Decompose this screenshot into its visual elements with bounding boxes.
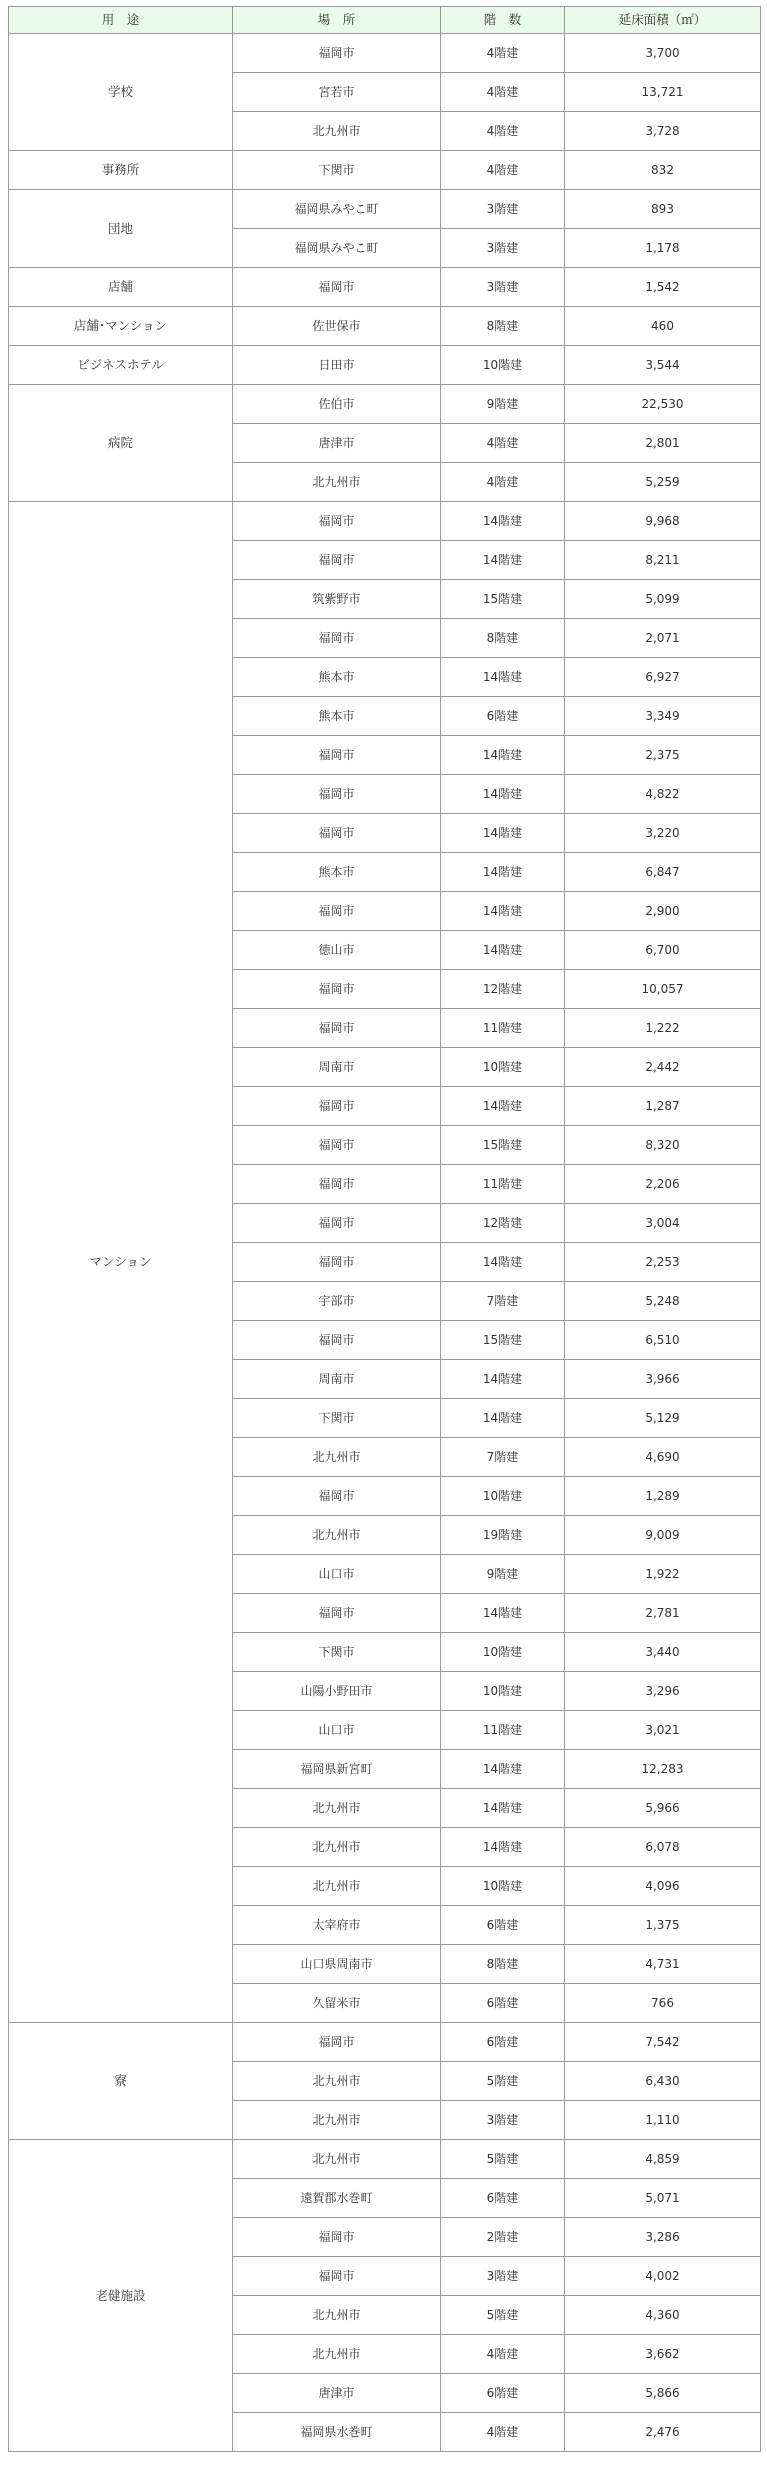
location-cell: 北九州市 — [233, 2062, 441, 2101]
location-cell: 福岡県新宮町 — [233, 1750, 441, 1789]
floors-cell: 14階建 — [441, 1360, 565, 1399]
floors-cell: 15階建 — [441, 1126, 565, 1165]
floors-cell: 3階建 — [441, 2257, 565, 2296]
header-location: 場 所 — [233, 7, 441, 34]
floors-cell: 6階建 — [441, 1906, 565, 1945]
floor-area-cell: 5,259 — [565, 463, 761, 502]
floor-area-cell: 3,349 — [565, 697, 761, 736]
floor-area-cell: 1,922 — [565, 1555, 761, 1594]
floor-area-cell: 6,847 — [565, 853, 761, 892]
table-row — [9, 2140, 761, 2179]
floor-area-cell: 4,731 — [565, 1945, 761, 1984]
location-cell: 久留米市 — [233, 1984, 441, 2023]
location-cell: 下関市 — [233, 151, 441, 190]
floors-cell: 14階建 — [441, 1594, 565, 1633]
location-cell: 福岡市 — [233, 736, 441, 775]
floor-area-cell: 5,966 — [565, 1789, 761, 1828]
use-cell: マンション — [9, 502, 233, 2023]
use-cell: ビジネスホテル — [9, 346, 233, 385]
use-cell: 店舗 — [9, 268, 233, 307]
location-cell: 福岡市 — [233, 814, 441, 853]
floor-area-cell: 5,129 — [565, 1399, 761, 1438]
location-cell: 山口市 — [233, 1711, 441, 1750]
location-cell: 福岡市 — [233, 1321, 441, 1360]
floor-area-cell: 9,968 — [565, 502, 761, 541]
floors-cell: 14階建 — [441, 1789, 565, 1828]
floors-cell: 9階建 — [441, 385, 565, 424]
floor-area-cell: 3,296 — [565, 1672, 761, 1711]
location-cell: 佐世保市 — [233, 307, 441, 346]
table-row — [9, 190, 761, 229]
location-cell: 福岡市 — [233, 2257, 441, 2296]
location-cell: 筑紫野市 — [233, 580, 441, 619]
floors-cell: 14階建 — [441, 1828, 565, 1867]
location-cell: 日田市 — [233, 346, 441, 385]
floors-cell: 4階建 — [441, 2335, 565, 2374]
location-cell: 熊本市 — [233, 697, 441, 736]
location-cell: 福岡市 — [233, 970, 441, 1009]
location-cell: 山口県周南市 — [233, 1945, 441, 1984]
floor-area-cell: 6,430 — [565, 2062, 761, 2101]
project-table-container — [8, 6, 760, 2452]
floor-area-cell: 5,866 — [565, 2374, 761, 2413]
floor-area-cell: 7,542 — [565, 2023, 761, 2062]
floors-cell: 10階建 — [441, 1672, 565, 1711]
table-row — [9, 307, 761, 346]
floor-area-cell: 3,440 — [565, 1633, 761, 1672]
floors-cell: 10階建 — [441, 346, 565, 385]
floor-area-cell: 2,476 — [565, 2413, 761, 2452]
floors-cell: 5階建 — [441, 2296, 565, 2335]
location-cell: 福岡市 — [233, 1165, 441, 1204]
use-cell: 病院 — [9, 385, 233, 502]
floor-area-cell: 4,360 — [565, 2296, 761, 2335]
location-cell: 福岡県みやこ町 — [233, 190, 441, 229]
table-header-row — [9, 7, 761, 34]
location-cell: 北九州市 — [233, 112, 441, 151]
floors-cell: 4階建 — [441, 112, 565, 151]
floor-area-cell: 6,078 — [565, 1828, 761, 1867]
use-cell: 事務所 — [9, 151, 233, 190]
floor-area-cell: 893 — [565, 190, 761, 229]
floor-area-cell: 2,781 — [565, 1594, 761, 1633]
floors-cell: 10階建 — [441, 1633, 565, 1672]
location-cell: 北九州市 — [233, 2335, 441, 2374]
location-cell: 福岡県水巻町 — [233, 2413, 441, 2452]
floor-area-cell: 2,900 — [565, 892, 761, 931]
floors-cell: 12階建 — [441, 970, 565, 1009]
header-floors: 階 数 — [441, 7, 565, 34]
use-cell: 寮 — [9, 2023, 233, 2140]
floors-cell: 15階建 — [441, 580, 565, 619]
location-cell: 北九州市 — [233, 463, 441, 502]
floor-area-cell: 4,690 — [565, 1438, 761, 1477]
floors-cell: 4階建 — [441, 463, 565, 502]
table-row — [9, 34, 761, 73]
floor-area-cell: 12,283 — [565, 1750, 761, 1789]
floors-cell: 14階建 — [441, 502, 565, 541]
floors-cell: 14階建 — [441, 736, 565, 775]
use-cell: 店舗･マンション — [9, 307, 233, 346]
floor-area-cell: 3,544 — [565, 346, 761, 385]
floor-area-cell: 4,002 — [565, 2257, 761, 2296]
location-cell: 福岡市 — [233, 619, 441, 658]
floors-cell: 19階建 — [441, 1516, 565, 1555]
floors-cell: 15階建 — [441, 1321, 565, 1360]
location-cell: 福岡市 — [233, 1594, 441, 1633]
floors-cell: 6階建 — [441, 2374, 565, 2413]
floor-area-cell: 22,530 — [565, 385, 761, 424]
floors-cell: 14階建 — [441, 892, 565, 931]
floor-area-cell: 2,253 — [565, 1243, 761, 1282]
floor-area-cell: 3,662 — [565, 2335, 761, 2374]
location-cell: 福岡市 — [233, 1126, 441, 1165]
location-cell: 福岡市 — [233, 34, 441, 73]
floors-cell: 5階建 — [441, 2140, 565, 2179]
location-cell: 福岡市 — [233, 892, 441, 931]
floors-cell: 3階建 — [441, 190, 565, 229]
floor-area-cell: 2,206 — [565, 1165, 761, 1204]
floors-cell: 4階建 — [441, 424, 565, 463]
location-cell: 福岡市 — [233, 268, 441, 307]
floors-cell: 8階建 — [441, 1945, 565, 1984]
floors-cell: 4階建 — [441, 2413, 565, 2452]
table-body — [9, 34, 761, 2452]
floor-area-cell: 1,375 — [565, 1906, 761, 1945]
location-cell: 福岡市 — [233, 1087, 441, 1126]
floors-cell: 11階建 — [441, 1711, 565, 1750]
location-cell: 福岡市 — [233, 1009, 441, 1048]
floor-area-cell: 3,286 — [565, 2218, 761, 2257]
floors-cell: 3階建 — [441, 229, 565, 268]
floor-area-cell: 766 — [565, 1984, 761, 2023]
location-cell: 福岡市 — [233, 2218, 441, 2257]
location-cell: 北九州市 — [233, 1789, 441, 1828]
floor-area-cell: 13,721 — [565, 73, 761, 112]
location-cell: 周南市 — [233, 1048, 441, 1087]
location-cell: 福岡県みやこ町 — [233, 229, 441, 268]
location-cell: 北九州市 — [233, 1828, 441, 1867]
floors-cell: 6階建 — [441, 2023, 565, 2062]
header-use: 用 途 — [9, 7, 233, 34]
table-row — [9, 268, 761, 307]
floor-area-cell: 5,071 — [565, 2179, 761, 2218]
floor-area-cell: 5,099 — [565, 580, 761, 619]
floors-cell: 8階建 — [441, 307, 565, 346]
floor-area-cell: 1,110 — [565, 2101, 761, 2140]
floors-cell: 14階建 — [441, 775, 565, 814]
floors-cell: 11階建 — [441, 1009, 565, 1048]
floor-area-cell: 2,375 — [565, 736, 761, 775]
floor-area-cell: 2,442 — [565, 1048, 761, 1087]
table-row — [9, 502, 761, 541]
floor-area-cell: 460 — [565, 307, 761, 346]
location-cell: 周南市 — [233, 1360, 441, 1399]
location-cell: 福岡市 — [233, 541, 441, 580]
floors-cell: 14階建 — [441, 1087, 565, 1126]
floor-area-cell: 1,222 — [565, 1009, 761, 1048]
floor-area-cell: 3,966 — [565, 1360, 761, 1399]
floors-cell: 12階建 — [441, 1204, 565, 1243]
location-cell: 福岡市 — [233, 502, 441, 541]
floor-area-cell: 5,248 — [565, 1282, 761, 1321]
header-floor-area: 延床面積（㎡） — [565, 7, 761, 34]
location-cell: 太宰府市 — [233, 1906, 441, 1945]
project-table — [8, 6, 761, 2452]
floors-cell: 4階建 — [441, 73, 565, 112]
floor-area-cell: 2,801 — [565, 424, 761, 463]
floor-area-cell: 8,320 — [565, 1126, 761, 1165]
location-cell: 遠賀郡水巻町 — [233, 2179, 441, 2218]
table-row — [9, 151, 761, 190]
location-cell: 熊本市 — [233, 853, 441, 892]
location-cell: 北九州市 — [233, 1516, 441, 1555]
floors-cell: 10階建 — [441, 1867, 565, 1906]
location-cell: 福岡市 — [233, 1477, 441, 1516]
location-cell: 宮若市 — [233, 73, 441, 112]
location-cell: 福岡市 — [233, 2023, 441, 2062]
floors-cell: 14階建 — [441, 541, 565, 580]
floor-area-cell: 1,289 — [565, 1477, 761, 1516]
floor-area-cell: 10,057 — [565, 970, 761, 1009]
floors-cell: 14階建 — [441, 1399, 565, 1438]
floor-area-cell: 1,178 — [565, 229, 761, 268]
location-cell: 下関市 — [233, 1399, 441, 1438]
location-cell: 福岡市 — [233, 1204, 441, 1243]
location-cell: 唐津市 — [233, 2374, 441, 2413]
location-cell: 北九州市 — [233, 1867, 441, 1906]
location-cell: 北九州市 — [233, 2140, 441, 2179]
table-row — [9, 346, 761, 385]
location-cell: 福岡市 — [233, 775, 441, 814]
floor-area-cell: 6,510 — [565, 1321, 761, 1360]
floors-cell: 9階建 — [441, 1555, 565, 1594]
use-cell: 団地 — [9, 190, 233, 268]
location-cell: 山口市 — [233, 1555, 441, 1594]
floor-area-cell: 2,071 — [565, 619, 761, 658]
floors-cell: 4階建 — [441, 34, 565, 73]
floors-cell: 6階建 — [441, 2179, 565, 2218]
location-cell: 北九州市 — [233, 2101, 441, 2140]
location-cell: 福岡市 — [233, 1243, 441, 1282]
floor-area-cell: 9,009 — [565, 1516, 761, 1555]
floors-cell: 14階建 — [441, 1243, 565, 1282]
floor-area-cell: 6,700 — [565, 931, 761, 970]
location-cell: 宇部市 — [233, 1282, 441, 1321]
floor-area-cell: 3,004 — [565, 1204, 761, 1243]
floors-cell: 2階建 — [441, 2218, 565, 2257]
location-cell: 下関市 — [233, 1633, 441, 1672]
floors-cell: 8階建 — [441, 619, 565, 658]
floor-area-cell: 3,021 — [565, 1711, 761, 1750]
floor-area-cell: 3,220 — [565, 814, 761, 853]
location-cell: 北九州市 — [233, 1438, 441, 1477]
floors-cell: 10階建 — [441, 1477, 565, 1516]
floors-cell: 14階建 — [441, 853, 565, 892]
floors-cell: 5階建 — [441, 2062, 565, 2101]
use-cell: 学校 — [9, 34, 233, 151]
floor-area-cell: 1,542 — [565, 268, 761, 307]
floor-area-cell: 4,859 — [565, 2140, 761, 2179]
floors-cell: 11階建 — [441, 1165, 565, 1204]
floors-cell: 6階建 — [441, 1984, 565, 2023]
floors-cell: 6階建 — [441, 697, 565, 736]
floor-area-cell: 8,211 — [565, 541, 761, 580]
floor-area-cell: 4,096 — [565, 1867, 761, 1906]
location-cell: 唐津市 — [233, 424, 441, 463]
location-cell: 山陽小野田市 — [233, 1672, 441, 1711]
use-cell: 老健施設 — [9, 2140, 233, 2452]
floor-area-cell: 832 — [565, 151, 761, 190]
floor-area-cell: 1,287 — [565, 1087, 761, 1126]
location-cell: 熊本市 — [233, 658, 441, 697]
floors-cell: 3階建 — [441, 268, 565, 307]
floor-area-cell: 3,700 — [565, 34, 761, 73]
floors-cell: 7階建 — [441, 1438, 565, 1477]
location-cell: 北九州市 — [233, 2296, 441, 2335]
floor-area-cell: 6,927 — [565, 658, 761, 697]
floors-cell: 14階建 — [441, 658, 565, 697]
table-row — [9, 385, 761, 424]
floors-cell: 7階建 — [441, 1282, 565, 1321]
floors-cell: 3階建 — [441, 2101, 565, 2140]
floors-cell: 14階建 — [441, 814, 565, 853]
floors-cell: 14階建 — [441, 1750, 565, 1789]
floors-cell: 10階建 — [441, 1048, 565, 1087]
location-cell: 佐伯市 — [233, 385, 441, 424]
floors-cell: 14階建 — [441, 931, 565, 970]
table-row — [9, 2023, 761, 2062]
location-cell: 徳山市 — [233, 931, 441, 970]
floor-area-cell: 4,822 — [565, 775, 761, 814]
floor-area-cell: 3,728 — [565, 112, 761, 151]
floors-cell: 4階建 — [441, 151, 565, 190]
